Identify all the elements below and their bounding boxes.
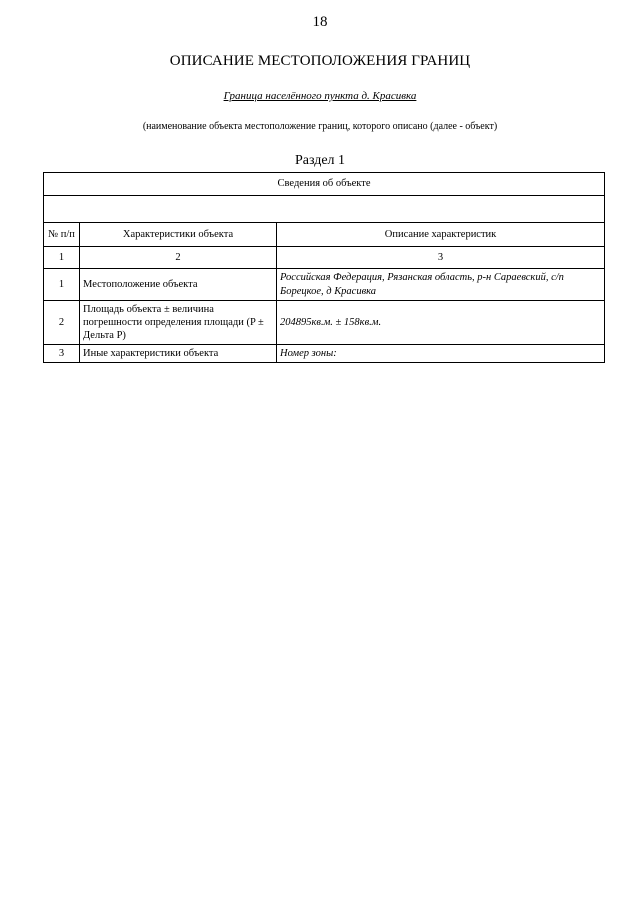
row-number: 3 [44, 345, 80, 363]
column-number: 1 [44, 247, 80, 269]
column-number: 2 [80, 247, 277, 269]
row-description: Российская Федерация, Рязанская область, р-н Сараевский, с/п Борецкое, д Красивка [277, 269, 605, 301]
section-title: Раздел 1 [294, 153, 346, 168]
object-name-caption: (наименование объекта местоположение границ, которого описано (далее - объект) [142, 121, 498, 132]
column-number-row [44, 247, 605, 269]
table-header-row [44, 173, 605, 196]
row-number: 1 [44, 269, 80, 301]
row-characteristic: Иные характеристики объекта [80, 345, 277, 363]
column-header-characteristic: Характеристики объекта [80, 223, 277, 247]
table-empty-row [44, 196, 605, 223]
row-number: 2 [44, 301, 80, 345]
row-characteristic: Площадь объекта ± величина погрешности определения площади (P ± Дельта P) [80, 301, 277, 345]
table-row [44, 301, 605, 345]
object-name: Граница населённого пункта д. Красивка [223, 90, 417, 102]
table-header: Сведения об объекте [44, 173, 605, 196]
object-info-table [43, 172, 605, 363]
column-header-description: Описание характеристик [277, 223, 605, 247]
row-description: Номер зоны: [277, 345, 605, 363]
column-header-num: № п/п [44, 223, 80, 247]
table-row [44, 345, 605, 363]
document-title: ОПИСАНИЕ МЕСТОПОЛОЖЕНИЯ ГРАНИЦ [169, 53, 471, 69]
column-header-row [44, 223, 605, 247]
row-characteristic: Местоположение объекта [80, 269, 277, 301]
page-number: 18 [312, 14, 328, 30]
empty-cell [44, 196, 605, 223]
row-description: 204895кв.м. ± 158кв.м. [277, 301, 605, 345]
table-row [44, 269, 605, 301]
column-number: 3 [277, 247, 605, 269]
